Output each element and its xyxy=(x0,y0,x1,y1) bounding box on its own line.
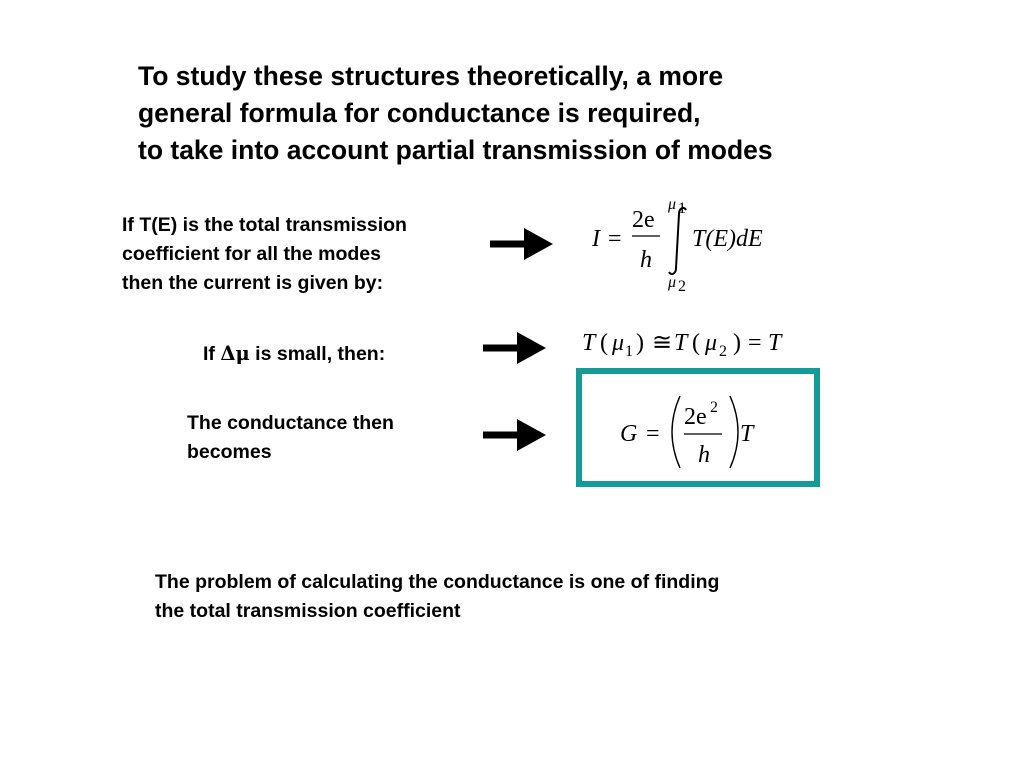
eq2-lp2: ( xyxy=(692,330,700,356)
arrow-right-icon xyxy=(483,330,547,366)
heading-line-2: general formula for conductance is required, xyxy=(138,98,701,128)
eq2-rp1: ) xyxy=(636,330,644,356)
upper-limit-sub: 1 xyxy=(678,200,686,217)
small-condition-statement xyxy=(203,339,385,369)
conductance-statement-line-1: The conductance then xyxy=(187,412,394,434)
conductance-numerator: 2e xyxy=(684,404,707,430)
eq2-rhs: T xyxy=(768,330,782,356)
conductance-equation-box xyxy=(576,368,820,487)
upper-limit: μ xyxy=(668,196,677,213)
current-statement xyxy=(122,211,407,298)
conclusion-text xyxy=(155,568,719,626)
delta-mu-symbol: Δμ xyxy=(220,342,250,365)
conductance-exponent: 2 xyxy=(710,399,718,416)
eq2-t2: T xyxy=(674,330,688,356)
current-statement-line-2: coefficient for all the modes xyxy=(122,243,381,265)
lower-limit: μ xyxy=(668,274,677,291)
arrow-right-icon xyxy=(490,226,554,262)
eq2-mu2: μ xyxy=(705,330,718,356)
current-equation xyxy=(588,194,798,294)
current-denominator: h xyxy=(640,247,652,273)
arrow-right-icon xyxy=(483,417,547,453)
eq2-lp1: ( xyxy=(600,330,608,356)
lower-limit-sub: 2 xyxy=(678,278,686,294)
eq2-sub1: 1 xyxy=(625,343,633,360)
heading-line-1: To study these structures theoretically, a more xyxy=(138,61,724,91)
eq2-approx: ≅ xyxy=(652,330,673,356)
conductance-statement xyxy=(187,409,394,467)
current-equals: = xyxy=(608,226,622,252)
conductance-denominator: h xyxy=(698,442,710,468)
current-numerator: 2e xyxy=(632,207,655,233)
conductance-statement-line-2: becomes xyxy=(187,441,272,463)
conductance-factor: T xyxy=(740,421,754,447)
conclusion-line-1: The problem of calculating the conductance is one of finding xyxy=(155,571,720,593)
left-paren-icon xyxy=(672,396,680,468)
current-integrand: T(E)dE xyxy=(692,226,763,252)
small-condition-equation xyxy=(578,326,798,362)
small-suffix: is small, then: xyxy=(249,343,386,365)
slide-heading xyxy=(138,58,998,169)
eq2-rp2: ) xyxy=(733,330,741,356)
current-statement-line-3: then the current is given by: xyxy=(122,272,384,294)
conclusion-line-2: the total transmission coefficient xyxy=(155,600,461,622)
right-paren-icon xyxy=(730,396,738,468)
integral-sign-icon xyxy=(669,208,686,274)
eq2-mu1: μ xyxy=(612,330,625,356)
small-prefix: If xyxy=(203,343,221,365)
current-statement-line-1: If T(E) is the total transmission xyxy=(122,214,407,236)
conductance-equals: = xyxy=(646,421,660,447)
heading-line-3: to take into account partial transmission of modes xyxy=(138,135,773,165)
eq2-sub2: 2 xyxy=(719,343,727,360)
conductance-lhs: G xyxy=(620,421,638,447)
eq2-equals: = xyxy=(748,330,762,356)
current-lhs: I xyxy=(592,226,600,252)
conductance-equation xyxy=(612,384,792,476)
eq2-t1: T xyxy=(582,330,596,356)
